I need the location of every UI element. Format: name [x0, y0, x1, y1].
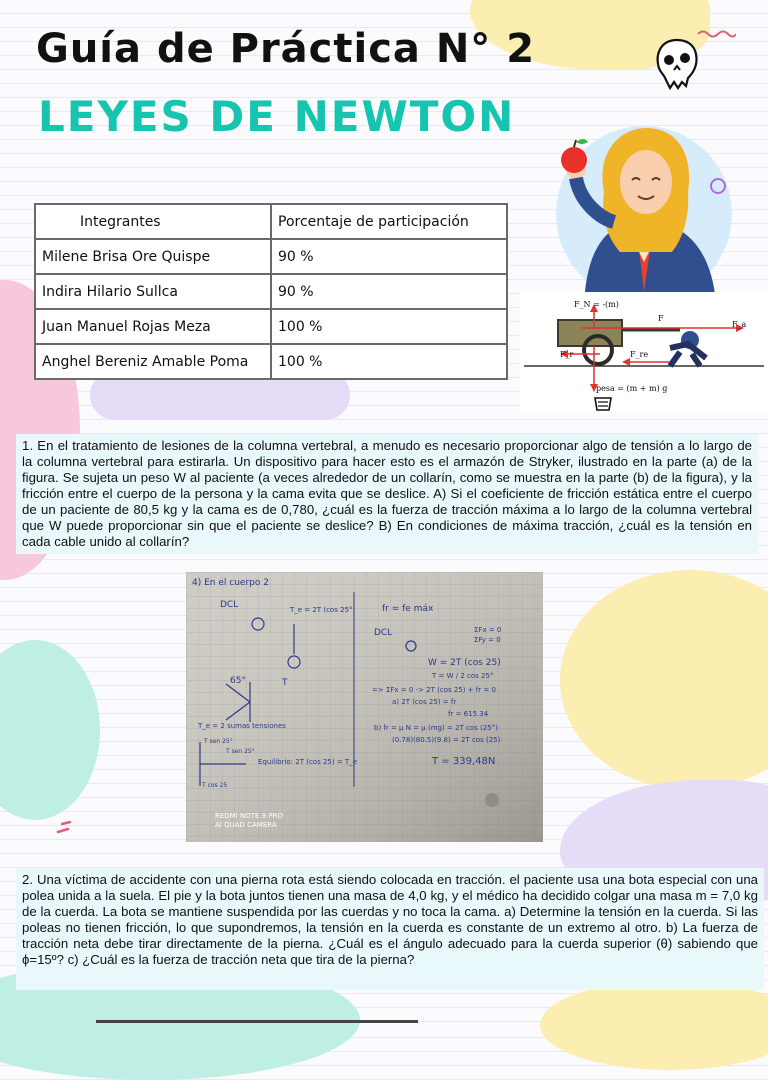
member-percent: 100 % [271, 309, 507, 344]
members-table [34, 203, 508, 380]
note-tw-eq: T = W / 2 cos 25° [432, 672, 494, 680]
camera-watermark [215, 812, 283, 830]
wave-doodle-icon [696, 28, 736, 38]
note-sfx: ΣFx = 0 [474, 626, 502, 634]
bottom-divider [96, 1020, 418, 1023]
table-row [35, 344, 507, 379]
member-name: Milene Brisa Ore Quispe [35, 239, 271, 274]
note-dcl-2: DCL [374, 628, 393, 638]
decor-blob-mint-left [0, 640, 100, 820]
label-fr: F_r [560, 350, 574, 359]
note-t-label: T [282, 678, 288, 688]
member-percent: 90 % [271, 274, 507, 309]
table-header-row [35, 204, 507, 239]
member-name: Juan Manuel Rojas Meza [35, 309, 271, 344]
watermark-line-2: AI QUAD CAMERA [215, 821, 277, 829]
circle-doodle-icon [708, 176, 728, 196]
question-1 [16, 434, 758, 554]
note-fr-val: fr = 615.34 [448, 710, 489, 718]
table-row [35, 274, 507, 309]
note-te-note: T_e = 2 sumas tensiones [198, 722, 286, 730]
note-tcos: T cos 25 [202, 782, 228, 789]
skull-doodle-icon [652, 36, 702, 92]
member-name: Indira Hilario Sullca [35, 274, 271, 309]
member-percent: 90 % [271, 239, 507, 274]
note-equilibrium: Equilibrio: 2T (cos 25) = T_e [258, 758, 357, 766]
note-sum-eq: => ΣFx = 0 -> 2T (cos 25) + fr = 0 [372, 686, 496, 694]
label-f: F [658, 314, 664, 323]
label-fn: F_N = -(m) [574, 300, 619, 309]
note-fr-eq: fr = fe máx [382, 604, 434, 614]
newton-illustration [540, 122, 740, 302]
note-sfy: ΣFy = 0 [474, 636, 501, 644]
member-percent: 100 % [271, 344, 507, 379]
col-header-integrantes: Integrantes [35, 204, 271, 239]
decor-blob-yellow-right [560, 570, 768, 790]
page-title: Guía de Práctica N° 2 [36, 26, 536, 72]
label-fre: F_re [630, 350, 649, 359]
note-tsen: T sen 25° [204, 738, 233, 745]
table-row [35, 309, 507, 344]
note-dcl-1: DCL [220, 600, 239, 610]
note-a-eq: a) 2T (cos 25) = fr [392, 698, 457, 706]
note-te-eq: T_e = 2T (cos 25°) [290, 606, 356, 614]
note-header: 4) En el cuerpo 2 [192, 578, 269, 588]
question-2 [16, 868, 764, 990]
decor-blob-yellow-bottom [540, 980, 768, 1070]
table-row [35, 239, 507, 274]
label-pesa: pesa = (m + m) g [596, 384, 668, 393]
dash-doodle-icon [56, 820, 76, 836]
doodle-icon [592, 392, 614, 414]
watermark-line-1: REDMI NOTE 9 PRO [215, 812, 283, 820]
question-2-text: 2. Una víctima de accidente con una pierna rota está siendo colocada en tracción. el paciente usa una bota especial con una polea unida a la suela. El pie y la bota juntos tienen una masa de 4,0 kg, y el médico ha decidido colgar una masa m = 7,0 kg de la cuerda. La bota se mantiene suspendida por las cuerdas y no toca la cama. a) Determine la tensión en la cuerda. Si las poleas no tienen fricción, lo que supondremos, la tensión en la cuerda es constante de un extremo al otro. b) La fuerza de tracción neta debe tirar directamente de la pierna. ¿Cuál es el ángulo adecuado para la cuerda superior (θ) sabiendo que ϕ=15º? c) ¿Cuál es la fuerza de tracción neta que tira de la pierna? [22, 872, 758, 967]
label-fa: F_a [732, 320, 747, 329]
col-header-porcentaje: Porcentaje de participación [271, 204, 507, 239]
handwritten-solution-photo [186, 572, 543, 842]
note-b-eq: b) fr = μ N = μ (mg) = 2T cos (25°) [374, 724, 498, 732]
cart-force-diagram [520, 292, 768, 412]
question-1-text: 1. En el tratamiento de lesiones de la columna vertebral, a menudo es necesario proporcionar algo de tensión a lo largo de la columna vertebral para estirarla. Un dispositivo para hacer esto es el armazón de Stryker, ilustrado en la parte (a) de la figura. Se sujeta un peso W al paciente (a veces alrededor de un collarín, como se muestra en la parte (b) de la figura), y la fricción entre el cuerpo de la persona y la cama evita que se deslice. A) Si el coeficiente de fricción estática entre el cuerpo de un paciente de 80,5 kg y la cama es de 0,780, ¿cuál es la fuerza de tracción máxima a lo largo de la columna vertebral que W puede proporcionar sin que el paciente se deslice? B) En condiciones de máxima tracción, ¿cuál es la tensión en cada cable unido al collarín? [22, 438, 752, 549]
note-tsen-2: T sen 25° [226, 748, 255, 755]
note-result: T = 339,48N [432, 756, 496, 767]
page-subtitle: LEYES DE NEWTON [38, 92, 516, 141]
member-name: Anghel Bereniz Amable Poma [35, 344, 271, 379]
note-num-eq: (0.78)(80.5)(9.8) = 2T cos (25) [392, 736, 501, 744]
note-w-eq: W = 2T (cos 25) [428, 658, 501, 668]
note-angle: 65° [230, 676, 246, 686]
